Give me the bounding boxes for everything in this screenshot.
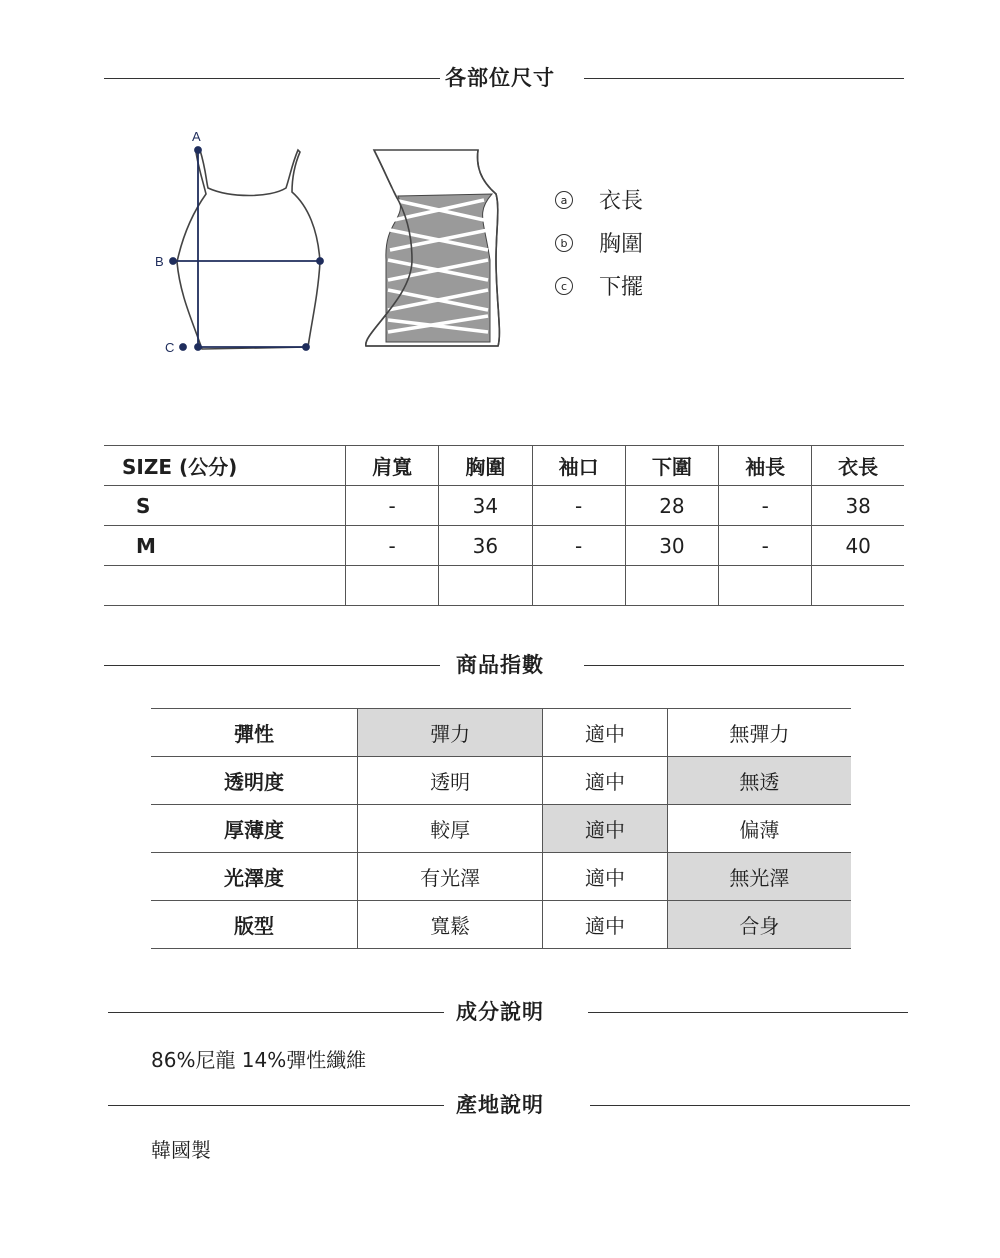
index-label: 透明度 <box>151 757 358 805</box>
table-cell: - <box>346 486 439 526</box>
table-cell <box>719 566 812 606</box>
index-label: 光澤度 <box>151 853 358 901</box>
table-cell: - <box>532 526 625 566</box>
index-option: 寬鬆 <box>358 901 543 949</box>
table-cell <box>625 566 718 606</box>
table-cell: 34 <box>439 486 532 526</box>
section-title-text: 商品指數 <box>456 653 544 677</box>
index-option: 適中 <box>543 709 668 757</box>
section-title-text: 成分說明 <box>456 1000 544 1024</box>
index-option: 無光澤 <box>667 853 851 901</box>
index-option: 合身 <box>667 901 851 949</box>
section-title-text: 產地說明 <box>456 1093 544 1117</box>
table-cell: 30 <box>625 526 718 566</box>
header-cuff: 袖口 <box>532 446 625 486</box>
point-label-b: B <box>155 254 164 269</box>
index-option: 有光澤 <box>358 853 543 901</box>
index-option: 彈力 <box>358 709 543 757</box>
index-option: 透明 <box>358 757 543 805</box>
size-label: S <box>104 486 346 526</box>
legend-mark-c: c <box>555 277 573 295</box>
table-cell <box>812 566 904 606</box>
table-cell: - <box>532 486 625 526</box>
legend-item <box>555 264 643 307</box>
legend-mark-b: b <box>555 234 573 252</box>
point-label-c: C <box>165 340 175 355</box>
index-option: 無透 <box>667 757 851 805</box>
index-option: 適中 <box>543 853 668 901</box>
index-option: 無彈力 <box>667 709 851 757</box>
index-row <box>151 805 851 853</box>
index-label: 版型 <box>151 901 358 949</box>
garment-diagram <box>140 120 520 370</box>
header-shoulder: 肩寬 <box>346 446 439 486</box>
material-text: 86%尼龍 14%彈性纖維 <box>151 1048 367 1072</box>
index-option: 適中 <box>543 901 668 949</box>
table-cell: 28 <box>625 486 718 526</box>
header-sleeve: 袖長 <box>719 446 812 486</box>
section-title-text: 各部位尺寸 <box>445 66 555 90</box>
legend-mark-a: a <box>555 191 573 209</box>
index-row <box>151 709 851 757</box>
index-option: 較厚 <box>358 805 543 853</box>
size-table <box>104 445 904 606</box>
section-title-measurements <box>0 63 1000 93</box>
measurement-lines <box>170 147 323 350</box>
size-label: M <box>104 526 346 566</box>
point-label-a: A <box>192 129 201 144</box>
header-hem: 下圍 <box>625 446 718 486</box>
index-row <box>151 757 851 805</box>
table-cell <box>346 566 439 606</box>
index-option: 適中 <box>543 805 668 853</box>
table-row <box>104 566 904 606</box>
legend-name: 胸圍 <box>599 232 644 257</box>
legend-name: 衣長 <box>599 189 644 214</box>
table-cell: 38 <box>812 486 904 526</box>
size-label <box>104 566 346 606</box>
origin-text: 韓國製 <box>151 1138 211 1162</box>
legend-item <box>555 221 643 264</box>
product-index-table <box>151 708 851 949</box>
section-title-index <box>0 650 1000 680</box>
header-chest: 胸圍 <box>439 446 532 486</box>
table-cell: 36 <box>439 526 532 566</box>
legend-name: 下擺 <box>599 275 644 300</box>
back-view-drawing <box>366 150 500 346</box>
index-row <box>151 853 851 901</box>
section-title-material <box>0 997 1000 1027</box>
index-option: 偏薄 <box>667 805 851 853</box>
header-size: SIZE (公分) <box>104 446 346 486</box>
index-label: 厚薄度 <box>151 805 358 853</box>
table-row <box>104 486 904 526</box>
table-row <box>104 526 904 566</box>
table-cell: - <box>346 526 439 566</box>
size-table-header <box>104 446 904 486</box>
index-option: 適中 <box>543 757 668 805</box>
measurement-legend <box>555 178 643 307</box>
section-title-origin <box>0 1090 1000 1120</box>
table-cell: 40 <box>812 526 904 566</box>
table-cell <box>439 566 532 606</box>
table-cell <box>532 566 625 606</box>
header-length: 衣長 <box>812 446 904 486</box>
table-cell: - <box>719 486 812 526</box>
table-cell: - <box>719 526 812 566</box>
index-row <box>151 901 851 949</box>
legend-item <box>555 178 643 221</box>
index-label: 彈性 <box>151 709 358 757</box>
